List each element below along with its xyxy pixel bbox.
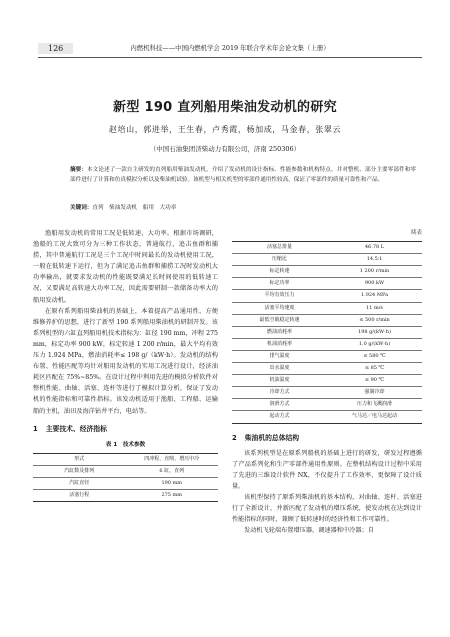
table-row — [232, 363, 422, 375]
body-paragraph: 该系列机型是在原系列船机的基础上进行的研发，研发过程遵循了产品系列化和生产零部件通用性原则。在整机结构设计过程中采用了先进的三维设计软件 NX，不仅提升了工作效率，更保障了设计质量。 — [232, 449, 422, 490]
table-header-cell: 四冲程，直喷，增压中冷 — [126, 453, 219, 465]
section-title: 柴油机的总体结构 — [244, 433, 300, 442]
table-cell: 出水温度 — [232, 363, 327, 375]
table-continued-label: 续表 — [410, 230, 422, 236]
table-cell: 活塞行程 — [33, 490, 126, 502]
spec-table — [33, 453, 218, 502]
table-row — [232, 387, 422, 399]
table-row — [232, 302, 422, 314]
table-cell: 活塞平均速度 — [232, 302, 327, 314]
table-row — [232, 266, 422, 278]
table-header-cell: 形式 — [33, 453, 126, 465]
table-cell: 润滑方式 — [232, 399, 327, 411]
table-cell: 11 m/s — [327, 302, 422, 314]
section-title: 主要技术、经济指标 — [45, 424, 107, 433]
page-number: 126 — [38, 43, 73, 54]
table-header-row — [33, 453, 218, 465]
keywords-label: 关键词： — [70, 205, 93, 211]
table-cell: 活塞总排量 — [232, 242, 327, 254]
spec-table-continued — [232, 241, 422, 423]
table-cell: 冷却方式 — [232, 387, 327, 399]
table-cell: 标定转速 — [232, 266, 327, 278]
table-row — [232, 350, 422, 362]
keywords — [70, 203, 416, 211]
table-row — [232, 338, 422, 350]
table-cell: 汽缸直径 — [33, 477, 126, 489]
table-caption: 表 1 技术参数 — [105, 441, 146, 448]
table-cell: 压缩比 — [232, 254, 327, 266]
table-row — [33, 465, 218, 477]
abstract-label: 摘要： — [70, 167, 88, 173]
intro-paragraph: 渔船用发动机的常用工况是低转速、大功率。根据市场调研，渔船的工况大致可分为三种工作状态，普通航行，追击鱼群和捕捞，其中普通航行工况是三个工况中时间最长的发动机使用工况，一般在低转速下运行，但为了满足追击鱼群和捕捞工况时发动机大功率输出，就要求发动机的性能既要满足长时间使用的低转速工况，又要满足高转速大功率工况，因此需要研制一款储备功率大的船用发动机。 — [33, 230, 218, 304]
paper-title: 新型 190 直列船用柴油发动机的研究 — [113, 100, 337, 115]
table-row — [232, 242, 422, 254]
table-row — [232, 314, 422, 326]
table-row — [232, 375, 422, 387]
running-head: 内燃机科技——中国内燃机学会 2019 年联合学术年会论文集（上册） — [130, 44, 330, 52]
page-header — [38, 43, 422, 55]
table-row — [232, 254, 422, 266]
table-cell: 机油温度 — [232, 375, 327, 387]
table-row — [232, 399, 422, 411]
table-cell: 燃油消耗率 — [232, 326, 327, 338]
abstract-text: 本文论述了一款自主研发的直列船用柴油发动机，介绍了发动机的设计指标、性能参数和机构特点，并对整机、部分主要零部件和零部件进行了计算和仿真模拟分析以及柴油机试验。该机型与相关机型的零部件通用性较高，保证了零部件的质量可靠性和产品。 — [70, 167, 416, 183]
table-cell: ≤ 85 ℃ — [327, 363, 422, 375]
body-paragraph: 该机型保持了原系列柴油机的基本结构，对曲轴、连杆、活塞进行了全新设计，并新匹配了发动机的增压系统，使发动机在达到设计性能指标的同时，兼顾了低转速时的经济性和工作可靠性。 — [232, 493, 422, 524]
table-cell: 1 200 r/min — [327, 266, 422, 278]
table-cell: 机油消耗率 — [232, 338, 327, 350]
table-cell: 900 kW — [327, 278, 422, 290]
section2-body — [232, 448, 422, 537]
table-cell: 标定功率 — [232, 278, 327, 290]
table-cell: 压力和飞溅润滑 — [327, 399, 422, 411]
table-cell: 汽缸数及排列 — [33, 465, 126, 477]
table-cell: 190 mm — [126, 477, 219, 489]
table-cell: 平均有效压力 — [232, 290, 327, 302]
table-cell: 强制冷却 — [327, 387, 422, 399]
table-cell: 6 缸，直列 — [126, 465, 219, 477]
abstract — [70, 166, 416, 185]
table-cell: 1.0 g/(kW·h) — [327, 338, 422, 350]
table-row — [232, 278, 422, 290]
affiliation: （中国石油集团济柴动力有限公司，济南 250306） — [149, 145, 301, 153]
authors: 赵培山，郭进举，王生春，卢秀霞，杨加成，马金春，张翠云 — [108, 125, 342, 134]
table-cell: 275 mm — [126, 490, 219, 502]
section-number: 2 — [232, 433, 237, 442]
section-heading — [33, 424, 218, 435]
keywords-text: 直列 柴油发动机 船用 大功率 — [92, 205, 177, 211]
table-cell: ≤ 580 ℃ — [327, 350, 422, 362]
table-row — [232, 326, 422, 338]
table-cell: 14.5∶1 — [327, 254, 422, 266]
table-cell: 起动方式 — [232, 411, 327, 423]
table-cell: ≤ 500 r/min — [327, 314, 422, 326]
header-rule — [38, 57, 422, 58]
table-row — [232, 411, 422, 423]
left-column — [33, 228, 218, 502]
section-heading — [232, 433, 422, 444]
body-paragraph: 发动机飞轮端布置增压器，调速器和中冷器；自 — [244, 527, 374, 535]
table-cell: 1.924 MPa — [327, 290, 422, 302]
table-cell: 198 g/(kW·h) — [327, 326, 422, 338]
table-cell: 气马达／电马达起动 — [327, 411, 422, 423]
intro-paragraph: 在原有系列船用柴油机的基础上，本着提高产品通用性、方便维修养护的思想，进行了新型 190 系列船用柴油机的研制开发。该系列机型的六缸直列船用机技术指标为：缸径 190 mm，冲程 275 mm，标定功率 900 kW，标定转速 1 200 r/min，最大平均有效压力 1.924 MPa，燃油消耗率≤ 198 g/（kW·h）。发动机的结构布置、性能匹配等均针对船用发动机的实用工况进行设计，经济油耗区匹配在 75%~85%。在设计过程中利用先进的模拟分析软件对整机性能、曲轴、活塞、连杆等进行了模拟计算分析，保证了发动机的性能指标和可靠性指标。该发动机适用于渔船、工程船、运输船的主机，油田及海洋钻井平台，电站等。 — [33, 307, 218, 415]
table-cell: 排气温度 — [232, 350, 327, 362]
right-column — [232, 228, 422, 536]
table-cell: 46.78 L — [327, 242, 422, 254]
section-number: 1 — [33, 424, 38, 433]
table-cell: ≤ 90 ℃ — [327, 375, 422, 387]
table-row — [232, 290, 422, 302]
table-row — [33, 490, 218, 502]
table-cell: 最低空载稳定转速 — [232, 314, 327, 326]
table-row — [33, 477, 218, 489]
